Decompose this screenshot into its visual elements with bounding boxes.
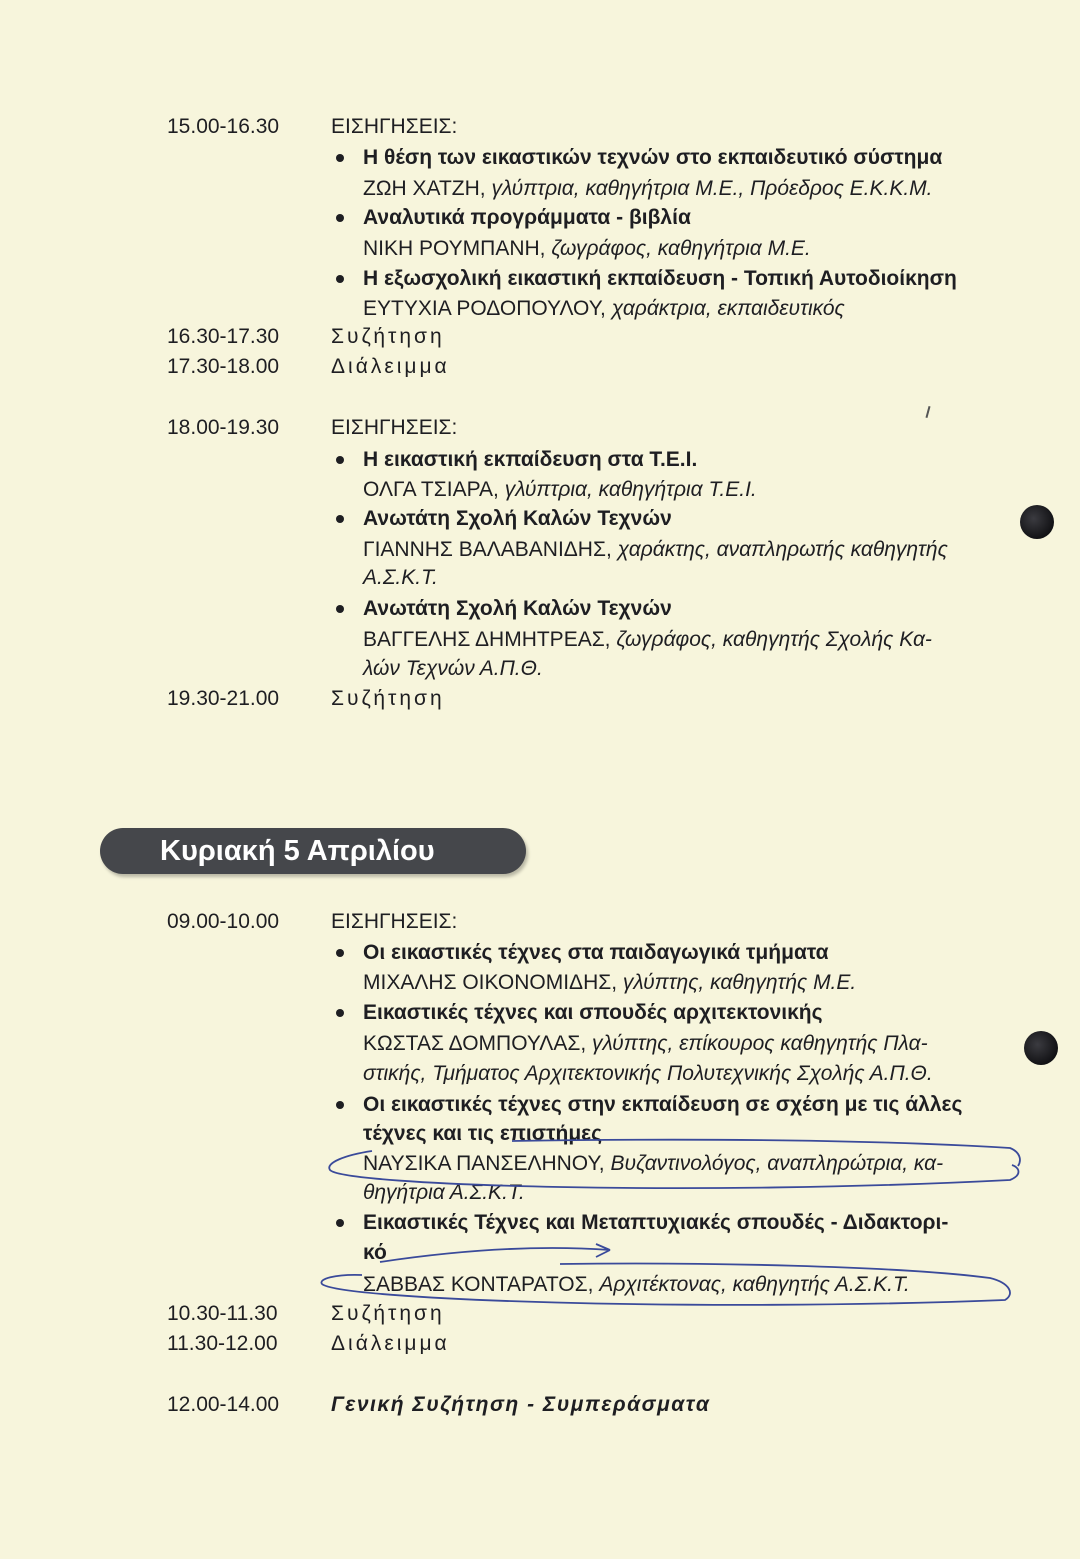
bullet-icon — [336, 1101, 344, 1109]
break-row — [0, 1329, 1080, 1359]
speaker-role: Αρχιτέκτονας, καθηγητής Α.Σ.Κ.Τ. — [599, 1273, 910, 1296]
talk-title-row — [0, 264, 1080, 294]
speaker-name: ΟΛΓΑ ΤΣΙΑΡΑ, — [363, 478, 499, 501]
break-label: Διάλειμμα — [331, 355, 450, 378]
time-slot: 18.00-19.30 — [167, 416, 280, 439]
speaker-row-cont — [0, 563, 1080, 593]
speaker-row — [0, 1029, 1080, 1059]
speaker-row — [0, 294, 1080, 324]
speaker-row — [0, 234, 1080, 264]
speaker-name: ΖΩΗ ΧΑΤΖΗ, — [363, 177, 486, 200]
speaker-name: ΓΙΑΝΝΗΣ ΒΑΛΑΒΑΝΙΔΗΣ, — [363, 538, 612, 561]
speaker-row — [0, 1270, 1080, 1300]
bullet-icon — [336, 154, 344, 162]
talk-title: Ανωτάτη Σχολή Καλών Τεχνών — [363, 597, 672, 620]
talk-title-cont: τέχνες και τις επιστήμες — [363, 1122, 603, 1145]
time-slot: 09.00-10.00 — [167, 910, 280, 933]
talk-title-row — [0, 203, 1080, 233]
talk-title: Ανωτάτη Σχολή Καλών Τεχνών — [363, 507, 672, 530]
time-slot: 11.30-12.00 — [167, 1332, 278, 1355]
talk-title-row-cont — [0, 1238, 1080, 1268]
talk-title-row — [0, 1090, 1080, 1120]
talk-title: Αναλυτικά προγράμματα - βιβλία — [363, 206, 691, 229]
speaker-role-cont: θηγήτρια Α.Σ.Κ.Τ. — [363, 1181, 525, 1204]
speaker-name: ΝΑΥΣΙΚΑ ΠΑΝΣΕΛΗΝΟΥ, — [363, 1152, 605, 1175]
speaker-row — [0, 475, 1080, 505]
break-label: Διάλειμμα — [331, 1332, 450, 1355]
bullet-icon — [336, 605, 344, 613]
binder-hole-icon — [1024, 1031, 1058, 1065]
speaker-role: γλύπτρια, καθηγήτρια Τ.Ε.Ι. — [504, 478, 757, 501]
talk-title: Οι εικαστικές τέχνες στα παιδαγωγικά τμήματα — [363, 941, 829, 964]
bullet-icon — [336, 456, 344, 464]
bullet-icon — [336, 214, 344, 222]
speaker — [363, 1270, 910, 1300]
talk-title-row-cont — [0, 1119, 1080, 1149]
talk-title-row — [0, 1208, 1080, 1238]
speaker — [363, 475, 757, 505]
speaker-row — [0, 625, 1080, 655]
speaker-role-cont: Α.Σ.Κ.Τ. — [363, 566, 438, 589]
time-slot: 15.00-16.30 — [167, 115, 280, 138]
discussion-label: Συζήτηση — [331, 1302, 445, 1325]
talk-title-cont: κό — [363, 1241, 387, 1264]
speaker-name: ΜΙΧΑΛΗΣ ΟΙΚΟΝΟΜΙΔΗΣ, — [363, 971, 618, 994]
speaker-role: γλύπτρια, καθηγήτρια Μ.Ε., Πρόεδρος Ε.Κ.Κ.Μ. — [491, 177, 933, 200]
speaker — [363, 234, 811, 264]
time-slot: 16.30-17.30 — [167, 325, 280, 348]
talk-title-row — [0, 143, 1080, 173]
speaker-role: χαράκτρια, εκπαιδευτικός — [611, 297, 845, 320]
speaker-row-cont — [0, 1178, 1080, 1208]
speaker-name: ΕΥΤΥΧΙΑ ΡΟΔΟΠΟΥΛΟΥ, — [363, 297, 606, 320]
talk-title-row — [0, 998, 1080, 1028]
time-slot: 10.30-11.30 — [167, 1302, 278, 1325]
talk-title-row — [0, 938, 1080, 968]
break-row — [0, 352, 1080, 382]
speaker-role: γλύπτης, καθηγητής Μ.Ε. — [622, 971, 857, 994]
speaker — [363, 625, 932, 655]
session-2-header — [0, 413, 1080, 443]
speaker-row — [0, 535, 1080, 565]
speaker — [363, 294, 845, 324]
time-slot: 17.30-18.00 — [167, 355, 280, 378]
talk-title-row — [0, 504, 1080, 534]
speaker-name: ΝΙΚΗ ΡΟΥΜΠΑΝΗ, — [363, 237, 546, 260]
speaker-name: ΚΩΣΤΑΣ ΔΟΜΠΟΥΛΑΣ, — [363, 1032, 587, 1055]
talk-title: Οι εικαστικές τέχνες στην εκπαίδευση σε σχέση με τις άλλες — [363, 1093, 963, 1116]
speaker-row — [0, 174, 1080, 204]
talk-title: Η εικαστική εκπαίδευση στα Τ.Ε.Ι. — [363, 448, 698, 471]
day-label: Κυριακή 5 Απριλίου — [160, 835, 435, 867]
discussion-label: Συζήτηση — [331, 325, 445, 348]
section-heading: ΕΙΣΗΓΗΣΕΙΣ: — [331, 416, 458, 439]
session-1-header — [0, 112, 1080, 142]
speaker — [363, 968, 856, 998]
speaker-row-cont — [0, 654, 1080, 684]
time-slot: 19.30-21.00 — [167, 687, 280, 710]
speaker-role-cont: στικής, Τμήματος Αρχιτεκτονικής Πολυτεχνικής Σχολής Α.Π.Θ. — [363, 1062, 933, 1085]
talk-title: Εικαστικές Τέχνες και Μεταπτυχιακές σπουδές - Διδακτορι- — [363, 1211, 949, 1234]
speaker — [363, 1149, 943, 1179]
speaker-role: ζωγράφος, καθηγητής Σχολής Κα- — [616, 628, 932, 651]
discussion-row — [0, 684, 1080, 714]
speaker — [363, 174, 933, 204]
speaker-role: γλύπτης, επίκουρος καθηγητής Πλα- — [592, 1032, 928, 1055]
session-3-header — [0, 907, 1080, 937]
speaker-row — [0, 1149, 1080, 1179]
binder-hole-icon — [1020, 505, 1054, 539]
speaker-row — [0, 968, 1080, 998]
talk-title: Η θέση των εικαστικών τεχνών στο εκπαιδευτικό σύστημα — [363, 146, 943, 169]
speaker-name: ΣΑΒΒΑΣ ΚΟΝΤΑΡΑΤΟΣ, — [363, 1273, 594, 1296]
closing-row — [0, 1390, 1080, 1420]
day-banner — [100, 828, 526, 874]
speaker — [363, 1029, 928, 1059]
section-heading: ΕΙΣΗΓΗΣΕΙΣ: — [331, 910, 458, 933]
talk-title-row — [0, 445, 1080, 475]
bullet-icon — [336, 949, 344, 957]
speaker-row-cont — [0, 1059, 1080, 1089]
speaker-name: ΒΑΓΓΕΛΗΣ ΔΗΜΗΤΡΕΑΣ, — [363, 628, 611, 651]
speaker-role-cont: λών Τεχνών Α.Π.Θ. — [363, 657, 543, 680]
bullet-icon — [336, 1009, 344, 1017]
speaker-role: ζωγράφος, καθηγήτρια Μ.Ε. — [551, 237, 811, 260]
discussion-label: Συζήτηση — [331, 687, 445, 710]
speaker-role: χαράκτης, αναπληρωτής καθηγητής — [617, 538, 948, 561]
bullet-icon — [336, 515, 344, 523]
discussion-row — [0, 322, 1080, 352]
section-heading: ΕΙΣΗΓΗΣΕΙΣ: — [331, 115, 458, 138]
talk-title-row — [0, 594, 1080, 624]
discussion-row — [0, 1299, 1080, 1329]
time-slot: 12.00-14.00 — [167, 1393, 280, 1416]
talk-title: Εικαστικές τέχνες και σπουδές αρχιτεκτονικής — [363, 1001, 823, 1024]
speaker-role: Βυζαντινολόγος, αναπληρώτρια, κα- — [610, 1152, 944, 1175]
closing-label: Γενική Συζήτηση - Συμπεράσματα — [331, 1393, 711, 1416]
talk-title: Η εξωσχολική εικαστική εκπαίδευση - Τοπική Αυτοδιοίκηση — [363, 267, 957, 290]
bullet-icon — [336, 275, 344, 283]
speaker — [363, 535, 948, 565]
bullet-icon — [336, 1219, 344, 1227]
